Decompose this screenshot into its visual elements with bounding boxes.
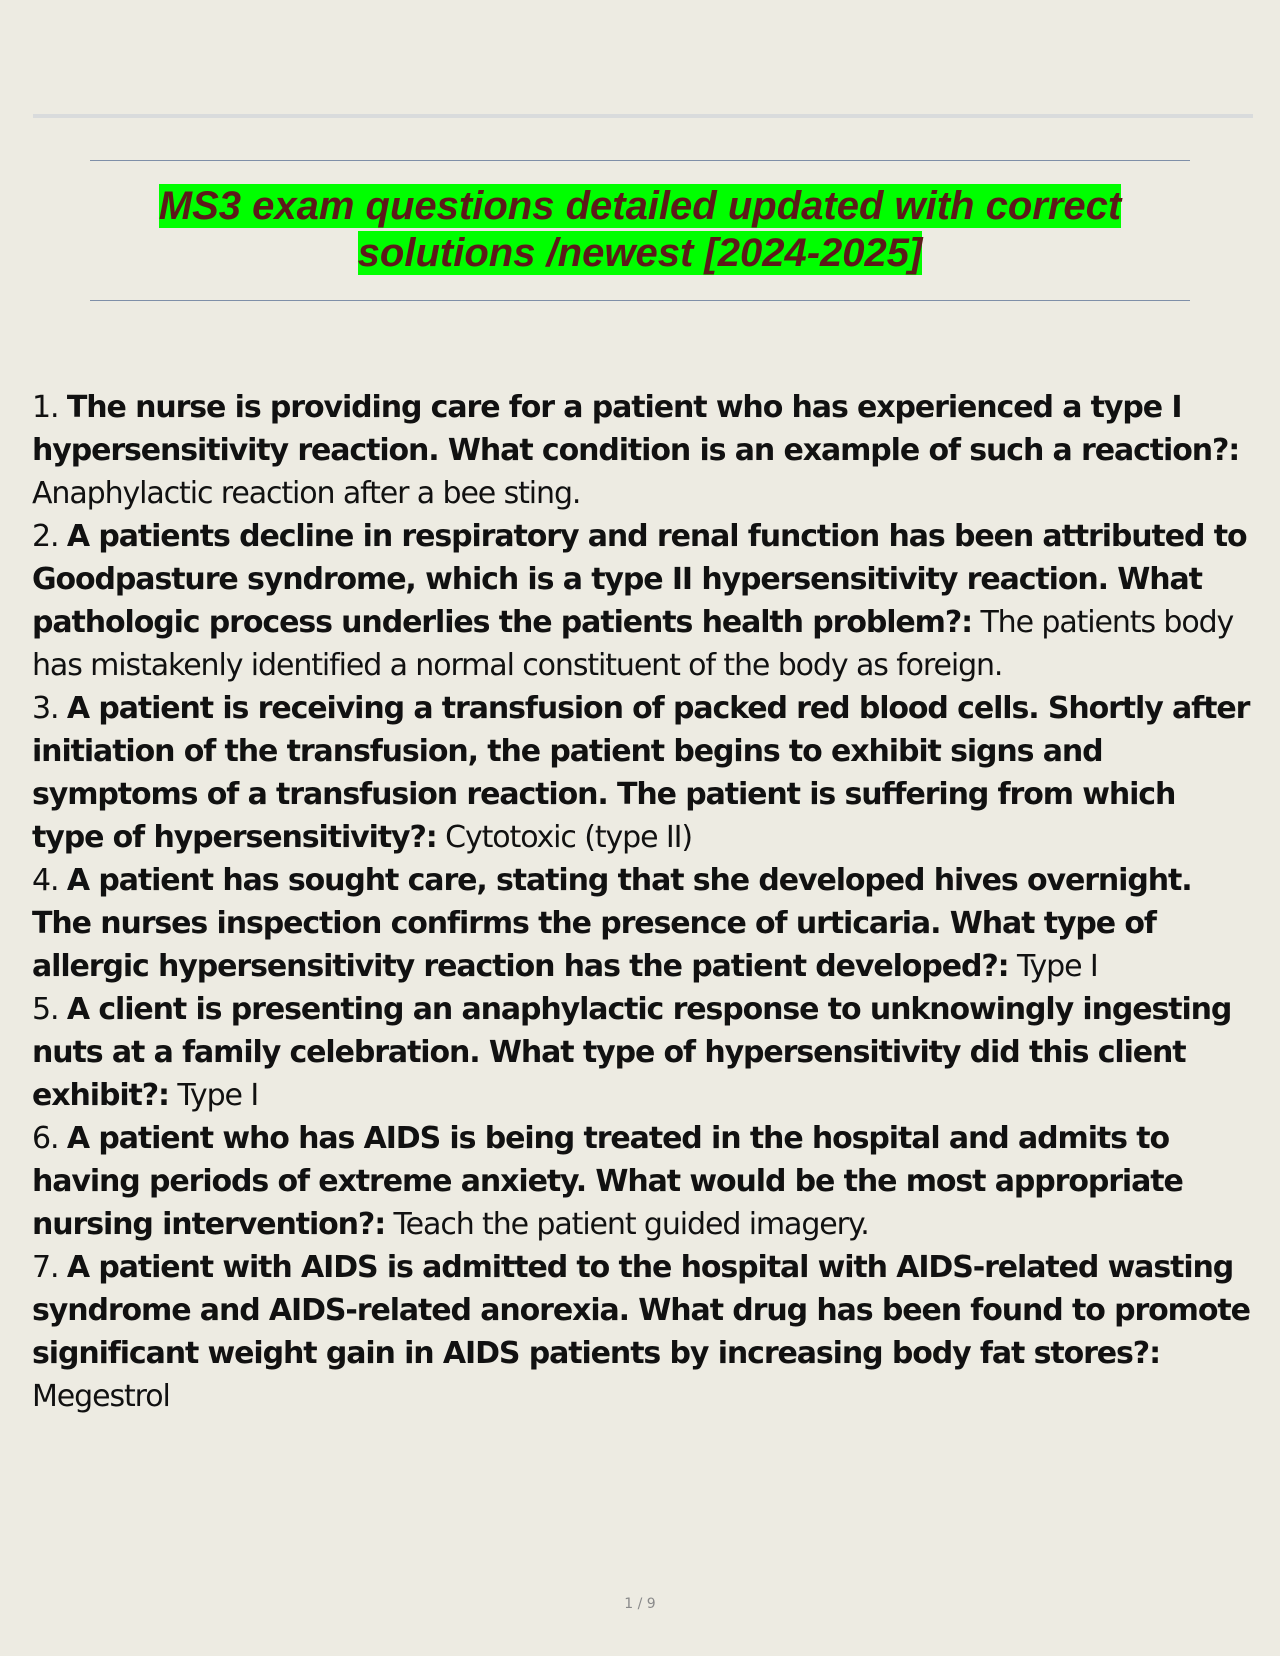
question-item: [32, 515, 1250, 687]
question-number: 7.: [32, 1250, 59, 1285]
question-item: [32, 859, 1250, 988]
question-number: 6.: [32, 1121, 59, 1156]
document-title: [90, 183, 1190, 277]
question-number: 1.: [32, 390, 59, 425]
page-indicator: 1 / 9: [624, 1596, 656, 1612]
document-title-highlight: MS3 exam questions detailed updated with correct solutions /newest [2024-2025]: [158, 184, 1122, 275]
question-number: 5.: [32, 992, 59, 1027]
question-number: 2.: [32, 519, 59, 554]
question-text: A client is presenting an anaphylactic response to unknowingly ingesting nuts at a family celebration. What type of hypersensitivity did this client exhibit?:: [32, 992, 1232, 1113]
question-text: The nurse is providing care for a patient who has experienced a type I hypersensitivity reaction. What condition is an example of such a reaction?:: [32, 390, 1240, 468]
answer-text: Megestrol: [32, 1379, 170, 1414]
answer-text: Anaphylactic reaction after a bee sting.: [32, 476, 581, 511]
answer-text: Teach the patient guided imagery.: [393, 1207, 869, 1242]
question-number: 3.: [32, 691, 59, 726]
page-top-divider: [33, 114, 1253, 118]
answer-text: The patients body has mistakenly identified a normal constituent of the body as foreign.: [32, 605, 1234, 683]
title-bottom-rule: [90, 300, 1190, 301]
question-number: 4.: [32, 863, 59, 898]
question-item: [32, 386, 1250, 515]
answer-text: Cytotoxic (type II): [445, 820, 692, 855]
question-text: A patients decline in respiratory and renal function has been attributed to Goodpasture syndrome, which is a type II hypersensitivity reaction. What pathologic process underlies the patients health problem?:: [32, 519, 1247, 640]
question-item: [32, 1117, 1250, 1246]
question-text: A patient who has AIDS is being treated in the hospital and admits to having periods of extreme anxiety. What would be the most appropriate nursing intervention?:: [32, 1121, 1183, 1242]
question-text: A patient has sought care, stating that she developed hives overnight. The nurses inspection confirms the presence of urticaria. What type of allergic hypersensitivity reaction has the patient developed?:: [32, 863, 1192, 984]
answer-text: Type I: [177, 1078, 259, 1113]
question-text: A patient with AIDS is admitted to the hospital with AIDS-related wasting syndrome and AIDS-related anorexia. What drug has been found to promote significant weight gain in AIDS patients by increasing body fat stores?:: [32, 1250, 1250, 1371]
question-item: [32, 1246, 1250, 1418]
title-top-rule: [90, 160, 1190, 161]
question-item: [32, 687, 1250, 859]
question-item: [32, 988, 1250, 1117]
question-text: A patient is receiving a transfusion of packed red blood cells. Shortly after initiation of the transfusion, the patient begins to exhibit signs and symptoms of a transfusion reaction. The patient is suffering from which type of hypersensitivity?:: [32, 691, 1250, 855]
question-list: [32, 386, 1250, 1418]
answer-text: Type I: [1016, 949, 1098, 984]
